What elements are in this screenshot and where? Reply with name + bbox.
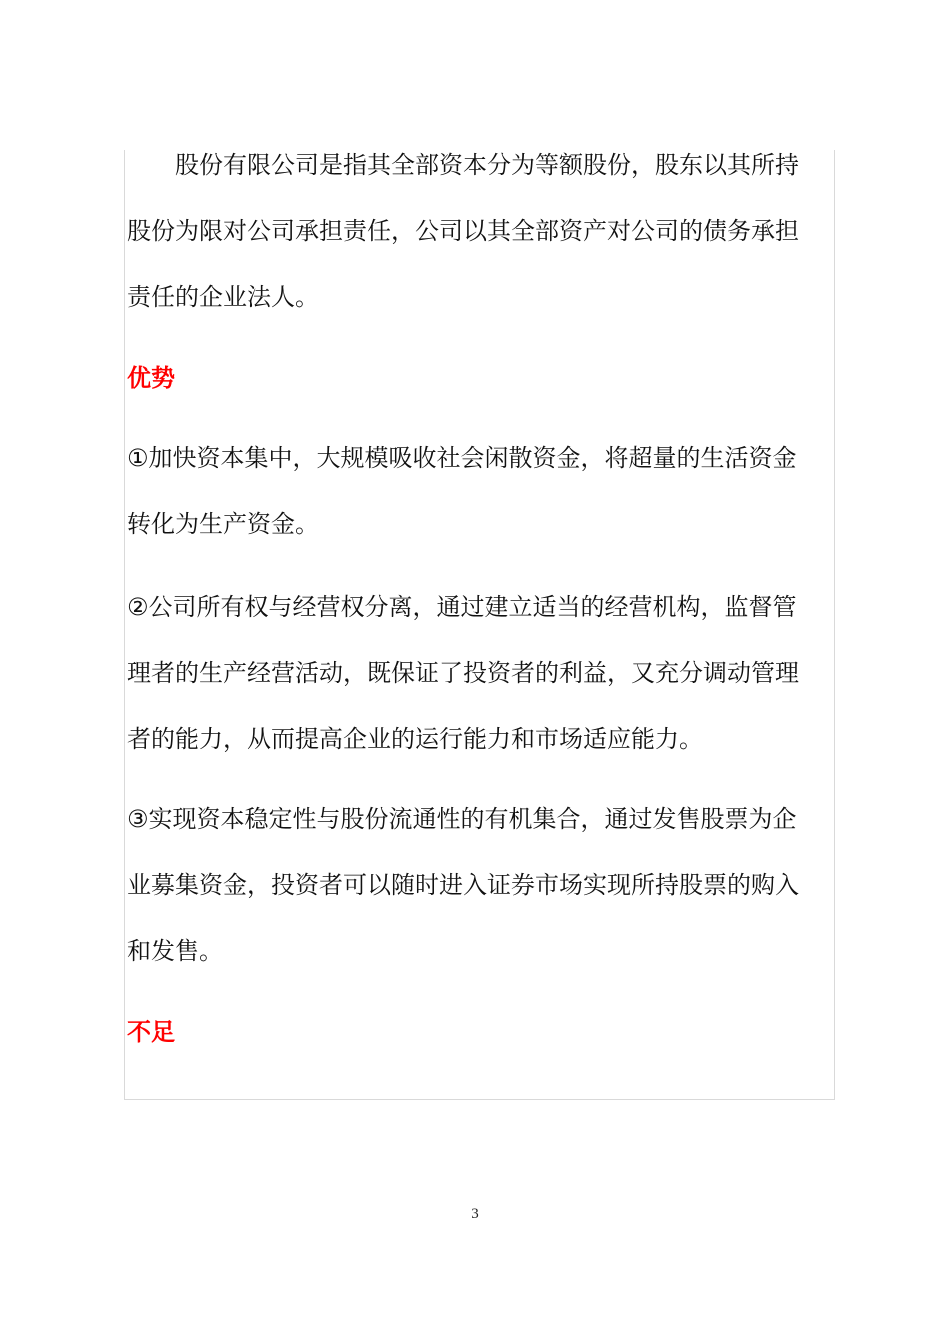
disadvantages-heading: 不足	[127, 1018, 175, 1046]
advantages-heading: 优势	[127, 364, 175, 392]
advantage-item-3: ③实现资本稳定性与股份流通性的有机集合，通过发售股票为企业募集资金，投资者可以随时进入证券市场实现所持股票的购入和发售。	[127, 805, 799, 965]
advantage-item-1: ①加快资本集中，大规模吸收社会闲散资金，将超量的生活资金转化为生产资金。	[127, 444, 797, 538]
advantage-item-2: ②公司所有权与经营权分离，通过建立适当的经营机构，监督管理者的生产经营活动，既保证了投资者的利益，又充分调动管理者的能力，从而提高企业的运行能力和市场适应能力。	[127, 593, 799, 753]
intro-paragraph: 股份有限公司是指其全部资本分为等额股份，股东以其所持股份为限对公司承担责任，公司以其全部资产对公司的债务承担责任的企业法人。	[127, 151, 799, 311]
page-number: 3	[471, 1206, 479, 1222]
